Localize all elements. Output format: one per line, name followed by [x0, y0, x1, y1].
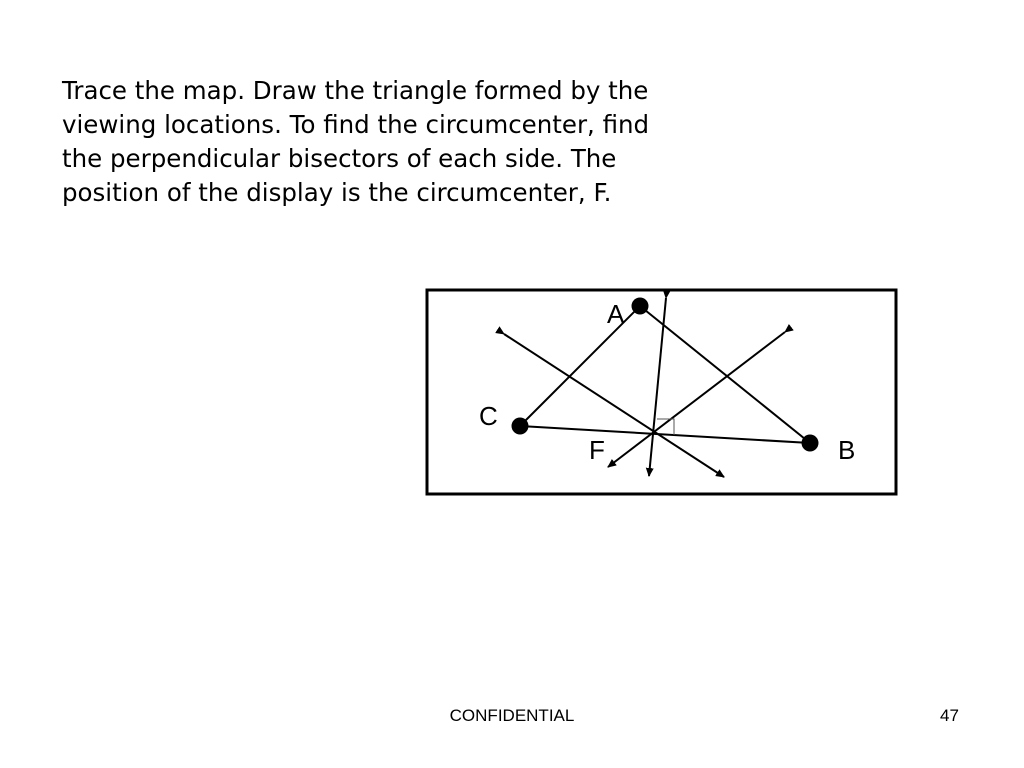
label-f: F — [589, 435, 605, 465]
map-frame — [427, 290, 896, 494]
label-a: A — [607, 299, 625, 329]
bisector-line-1 — [504, 334, 724, 477]
bisector-line-3 — [649, 298, 666, 476]
instruction-line-4: position of the display is the circumcenter, F. — [62, 178, 612, 207]
vertex-a-dot — [632, 298, 649, 315]
page-number: 47 — [940, 706, 959, 725]
label-c: C — [479, 401, 498, 431]
footer-confidential: CONFIDENTIAL — [449, 706, 575, 725]
instruction-line-2: viewing locations. To find the circumcenter, find — [62, 110, 650, 139]
instruction-line-1: Trace the map. Draw the triangle formed by the — [62, 76, 649, 105]
vertex-b-dot — [802, 435, 819, 452]
label-b: B — [838, 435, 856, 465]
triangle-side-cb — [520, 426, 810, 443]
vertex-c-dot — [512, 418, 529, 435]
instruction-line-3: the perpendicular bisectors of each side. The — [62, 144, 617, 173]
